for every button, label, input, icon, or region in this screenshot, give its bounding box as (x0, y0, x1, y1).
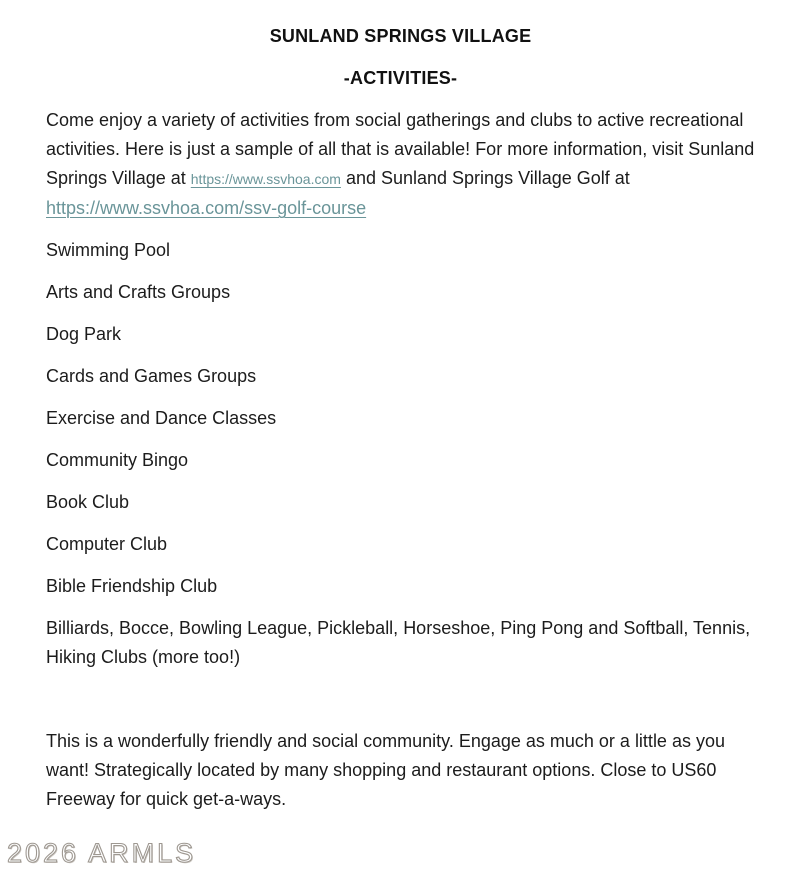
activity-item-dog-park: Dog Park (46, 324, 122, 344)
activity-item-swimming-pool: Swimming Pool (46, 240, 171, 260)
intro-text-part2: and Sunland Springs Village Golf at (340, 168, 630, 188)
activity-item-computer-club: Computer Club (46, 534, 168, 554)
intro-paragraph (46, 106, 755, 223)
intro-text-part1: Come enjoy a variety of activities from social gatherings and clubs to active recreational activities. Here is just a sample of all that is available! For more information, visit Sunland Springs Village at (46, 110, 755, 188)
page-subtitle: -ACTIVITIES- (343, 68, 458, 88)
activity-item-community-bingo: Community Bingo (46, 450, 189, 470)
ssvhoa-link[interactable]: https://www.ssvhoa.com (190, 171, 341, 187)
armls-watermark: 2026 ARMLS (7, 838, 197, 868)
activity-item-exercise-dance: Exercise and Dance Classes (46, 408, 277, 428)
activity-item-arts-crafts: Arts and Crafts Groups (46, 282, 231, 302)
closing-paragraph: This is a wonderfully friendly and social community. Engage as much or a little as you want! Strategically located by many shopping and restaurant options. Close to US60 Freeway for quick get-a-ways. (46, 731, 725, 809)
page-title: SUNLAND SPRINGS VILLAGE (269, 26, 532, 46)
activity-item-cards-games: Cards and Games Groups (46, 366, 257, 386)
activity-item-sports-clubs: Billiards, Bocce, Bowling League, Pickleball, Horseshoe, Ping Pong and Softball, Tennis, Hiking Clubs (more too!) (46, 618, 751, 667)
ssv-golf-course-link[interactable]: https://www.ssvhoa.com/ssv-golf-course (46, 198, 367, 218)
activity-item-bible-friendship-club: Bible Friendship Club (46, 576, 218, 596)
activity-item-book-club: Book Club (46, 492, 130, 512)
